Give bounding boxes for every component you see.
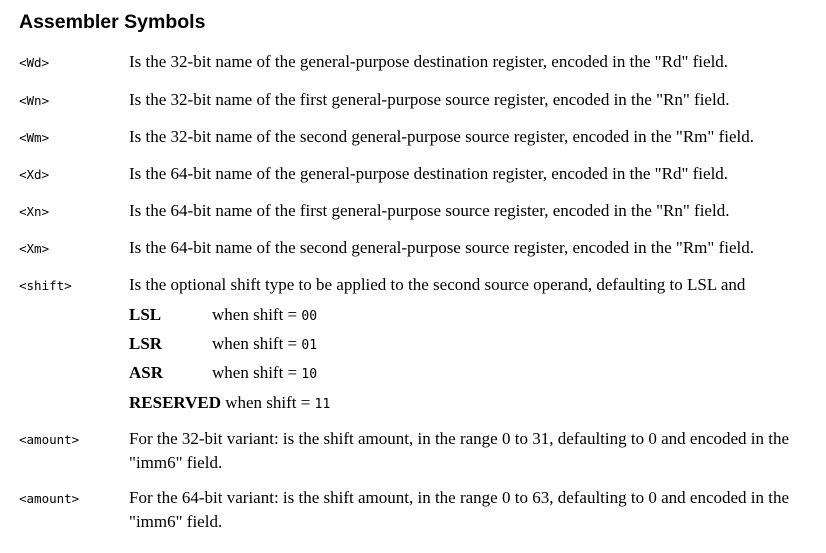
symbol-shift-description: Is the optional shift type to be applied to the second source operand, defaulting to LSL and	[129, 275, 746, 294]
symbol-xm-description: Is the 64-bit name of the second general-purpose source register, encoded in the "Rm" field.	[129, 238, 754, 257]
symbol-shift: <shift>	[19, 278, 72, 293]
shift-encoding-reserved	[129, 392, 330, 416]
symbol-wm: <Wm>	[19, 130, 50, 145]
symbol-amount-32: <amount>	[19, 432, 80, 447]
shift-encoding-asr-value: 10	[301, 367, 318, 382]
shift-encoding-lsl-value: 00	[301, 309, 318, 324]
symbol-xn-description: Is the 64-bit name of the first general-purpose source register, encoded in the "Rn" field.	[129, 201, 730, 220]
section-heading: Assembler Symbols	[19, 11, 206, 33]
symbol-amount-32-description: For the 32-bit variant: is the shift amount, in the range 0 to 31, defaulting to 0 and encoded in the "imm6" field.	[129, 429, 790, 472]
symbol-xn: <Xn>	[19, 204, 50, 219]
symbol-amount-64: <amount>	[19, 491, 80, 506]
shift-encoding-lsr-name: LSR	[129, 334, 163, 353]
shift-encoding-asr-name: ASR	[129, 363, 164, 382]
symbol-wd-description: Is the 32-bit name of the general-purpose destination register, encoded in the "Rd" field.	[129, 52, 729, 71]
symbol-wn: <Wn>	[19, 93, 50, 108]
shift-encoding-reserved-prefix: when shift =	[225, 393, 315, 412]
shift-encoding-lsl-condition	[212, 304, 317, 328]
shift-encoding-lsr-value: 01	[301, 338, 318, 353]
symbol-wm-description: Is the 32-bit name of the second general-purpose source register, encoded in the "Rm" field.	[129, 127, 754, 146]
symbol-xm: <Xm>	[19, 241, 50, 256]
symbol-xd: <Xd>	[19, 167, 50, 182]
shift-encoding-lsr-condition	[212, 333, 317, 357]
shift-encoding-asr-prefix: when shift =	[212, 363, 302, 382]
symbol-wd: <Wd>	[19, 55, 50, 70]
shift-encoding-asr-condition	[212, 362, 317, 386]
symbol-xd-description: Is the 64-bit name of the general-purpose destination register, encoded in the "Rd" field.	[129, 164, 729, 183]
symbol-wn-description: Is the 32-bit name of the first general-purpose source register, encoded in the "Rn" field.	[129, 90, 730, 109]
symbol-amount-64-description: For the 64-bit variant: is the shift amount, in the range 0 to 63, defaulting to 0 and encoded in the "imm6" field.	[129, 488, 790, 531]
shift-encoding-lsr-prefix: when shift =	[212, 334, 302, 353]
shift-encoding-reserved-value: 11	[314, 397, 331, 412]
shift-encoding-lsl-prefix: when shift =	[212, 305, 302, 324]
shift-encoding-reserved-name: RESERVED	[129, 393, 221, 412]
shift-encoding-lsl-name: LSL	[129, 305, 162, 324]
